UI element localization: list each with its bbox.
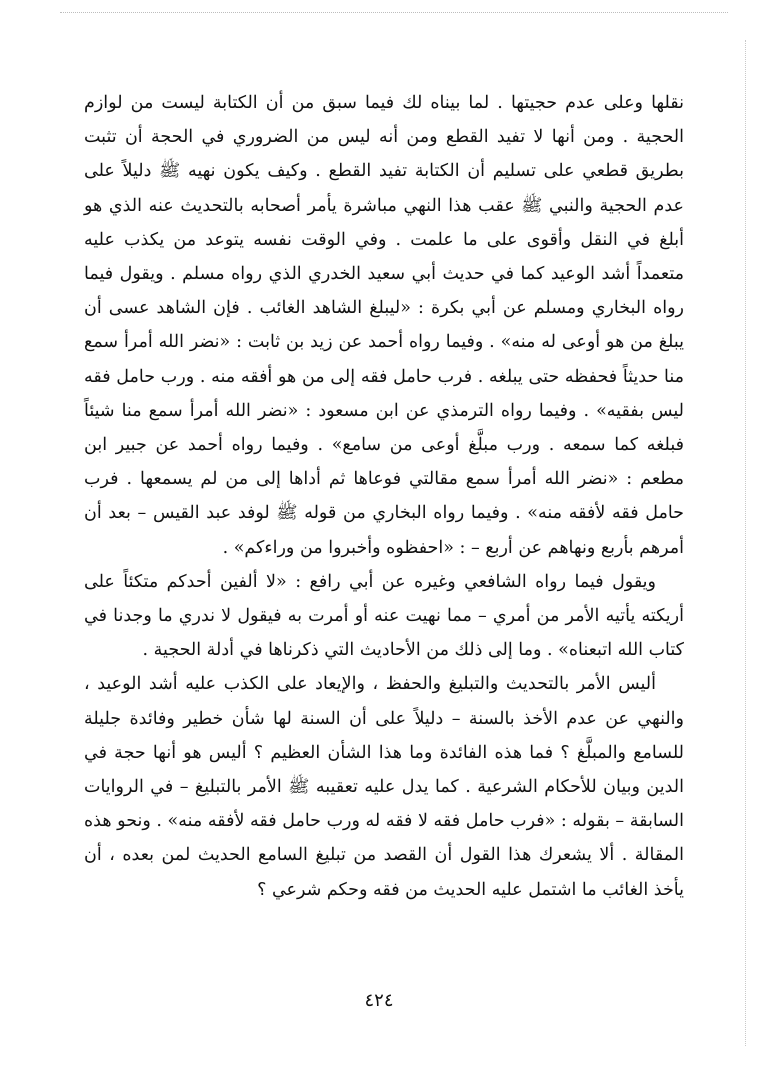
paragraph-3: أليس الأمر بالتحديث والتبليغ والحفظ ، والإيعاد على الكذب عليه أشد الوعيد ، والنهي عن عدم الأخذ بالسنة – دليلاً على أن السنة لها شأن خطير وفائدة جليلة للسامع والمبلَّغ ؟ فما هذه الفائدة وما هذا الشأن العظيم ؟ أليس هو أنها حجة في الدين وبيان للأحكام الشرعية . كما يدل عليه تعقيبه ﷺ الأمر بالتبليغ – في الروايات السابقة – بقوله : «فرب حامل فقه لا فقه له ورب حامل فقه لأفقه منه» . ونحو هذه المقالة . ألا يشعرك هذا القول أن القصد من تبليغ السامع الحديث لمن بعده ، أن يأخذ الغائب ما اشتمل عليه الحديث من فقه وحكم شرعي ؟ <box>84 674 684 900</box>
page-number: ٤٢٤ <box>364 990 394 1011</box>
paragraph-2: ويقول فيما رواه الشافعي وغيره عن أبي رافع : «لا ألفين أحدكم متكئاً على أريكته يأتيه الأمر من أمري – مما نهيت عنه أو أمرت به فيقول لا ندري ما وجدنا في كتاب الله اتبعناه» . وما إلى ذلك من الأحاديث التي ذكرناها في أدلة الحجية . <box>84 571 684 661</box>
paragraph-1: نقلها وعلى عدم حجيتها . لما بيناه لك فيما سبق من أن الكتابة ليست من لوازم الحجية . ومن أنها لا تفيد القطع ومن أنه ليس من الضروري في الحجة أن تثبت بطريق قطعي على تسليم أن الكتابة تفيد القطع . وكيف يكون نهيه ﷺ دليلاً على عدم الحجية والنبي ﷺ عقب هذا النهي مباشرة يأمر أصحابه بالتحديث عنه الذي هو أبلغ في النقل وأقوى على ما علمت . وفي الوقت نفسه يتوعد من يكذب عليه متعمداً أشد الوعيد كما في حديث أبي سعيد الخدري الذي رواه مسلم . ويقول فيما رواه البخاري ومسلم عن أبي بكرة : «ليبلغ الشاهد الغائب . فإن الشاهد عسى أن يبلغ من هو أوعى له منه» . وفيما رواه أحمد عن زيد بن ثابت : «نضر الله أمرأ سمع منا حديثاً فحفظه حتى يبلغه . فرب حامل فقه إلى من هو أفقه منه . ورب حامل فقه ليس بفقيه» . وفيما رواه الترمذي عن ابن مسعود : «نضر الله أمرأ سمع منا شيئاً فبلغه كما سمعه . ورب مبلَّغ أوعى من سامع» . وفيما رواه أحمد عن جبير ابن مطعم : «نضر الله أمرأ سمع مقالتي فوعاها ثم أداها إلى من لم يسمعها . فرب حامل فقه لأفقه منه» . وفيما رواه البخاري من قوله ﷺ لوفد عبد القيس – بعد أن أمرهم بأربع ونهاهم عن أربع – : «احفظوه وأخبروا من وراءكم» . <box>84 93 684 558</box>
scan-edge-top <box>60 12 728 13</box>
scan-edge-right <box>745 40 746 1046</box>
body-text <box>84 86 684 907</box>
